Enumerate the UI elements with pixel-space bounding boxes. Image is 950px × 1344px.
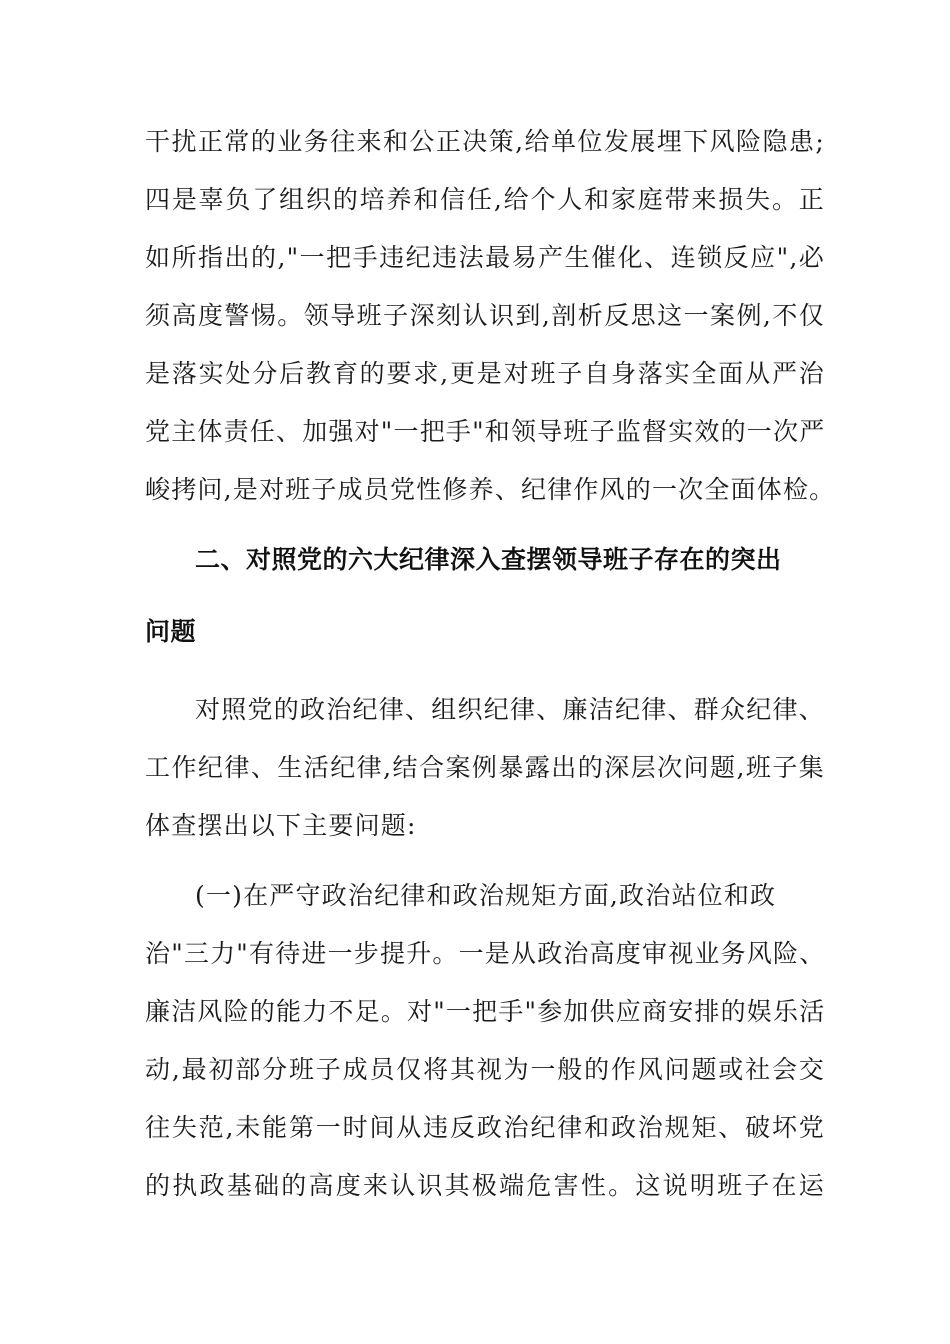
body-text-line: 峻拷问,是对班子成员党性修养、纪律作风的一次全面体检。 (145, 475, 836, 504)
subsection-heading-line: (一)在严守政治纪律和政治规矩方面,政治站位和政 (195, 881, 777, 910)
body-text-line: 干扰正常的业务往来和公正决策,给单位发展埋下风险隐患; (145, 127, 825, 156)
body-text-line: 治"三力"有待进一步提升。一是从政治高度审视业务风险、 (145, 939, 826, 968)
body-text-line: 是落实处分后教育的要求,更是对班子自身落实全面从严治 (145, 359, 825, 388)
body-text-line: 的执政基础的高度来认识其极端危害性。这说明班子在运 (145, 1171, 825, 1200)
body-text-line: 往失范,未能第一时间从违反政治纪律和政治规矩、破坏党 (145, 1113, 825, 1142)
body-text-line: 体查摆出以下主要问题: (145, 811, 417, 840)
body-text-line: 对照党的政治纪律、组织纪律、廉洁纪律、群众纪律、 (195, 695, 825, 724)
section-heading-continued: 问题 (145, 617, 197, 646)
body-text-line: 廉洁风险的能力不足。对"一把手"参加供应商安排的娱乐活 (145, 997, 826, 1026)
body-text-line: 如所指出的,"一把手违纪违法最易产生催化、连锁反应",必 (145, 243, 825, 272)
section-heading: 二、对照党的六大纪律深入查摆领导班子存在的突出 (195, 545, 782, 574)
body-text-line: 动,最初部分班子成员仅将其视为一般的作风问题或社会交 (145, 1055, 825, 1084)
body-text-line: 四是辜负了组织的培养和信任,给个人和家庭带来损失。正 (145, 185, 825, 214)
body-text-line: 党主体责任、加强对"一把手"和领导班子监督实效的一次严 (145, 417, 826, 446)
body-text-line: 工作纪律、生活纪律,结合案例暴露出的深层次问题,班子集 (145, 753, 825, 782)
body-text-line: 须高度警惕。领导班子深刻认识到,剖析反思这一案例,不仅 (145, 301, 825, 330)
